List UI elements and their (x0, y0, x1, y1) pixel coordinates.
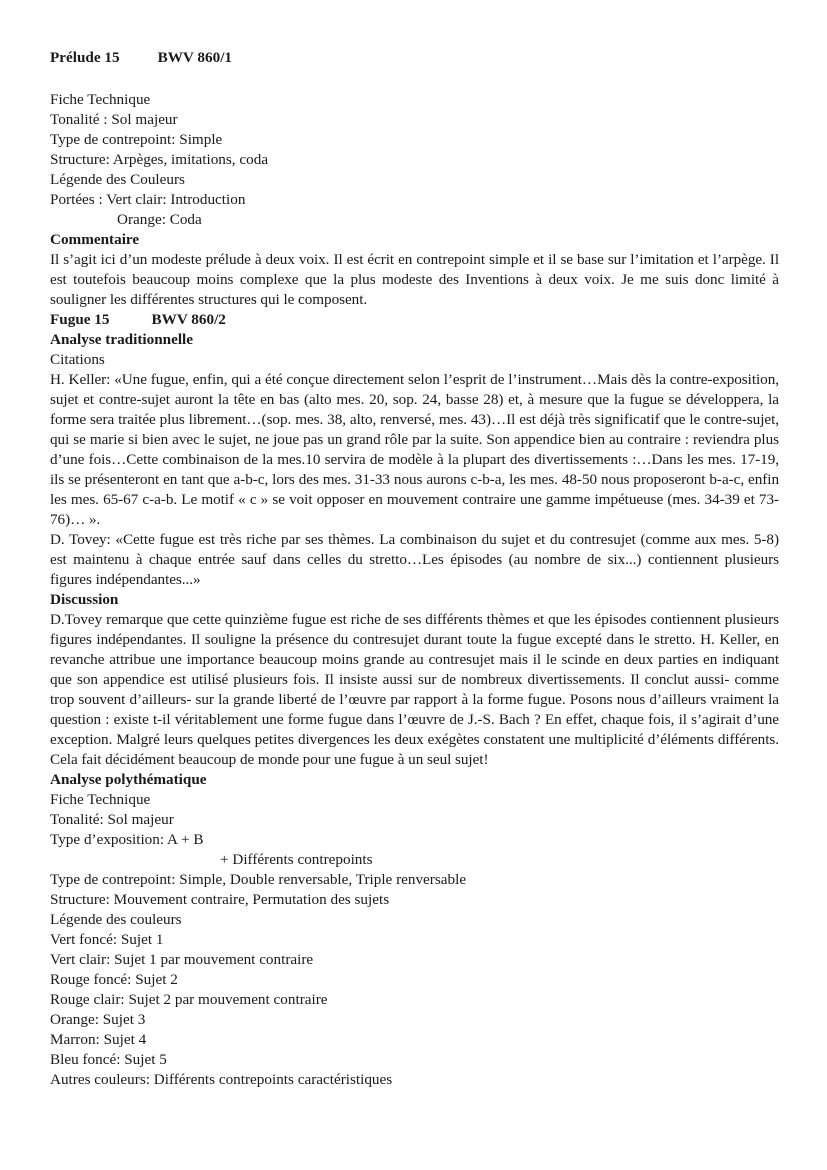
poly-fiche-line: Type de contrepoint: Simple, Double renversable, Triple renversable (50, 871, 467, 888)
poly-fiche-line: Marron: Sujet 4 (50, 1031, 147, 1048)
fugue-bwv: BWV 860/2 (151, 311, 226, 328)
poly-fiche-line: Rouge foncé: Sujet 2 (50, 971, 178, 988)
fiche-line: Tonalité : Sol majeur (50, 111, 178, 128)
prelude-heading (50, 48, 779, 68)
analyse-polythematique-heading: Analyse polythématique (50, 771, 207, 788)
document-page (50, 48, 779, 1090)
poly-fiche-line: Tonalité: Sol majeur (50, 811, 174, 828)
poly-fiche-line: Vert clair: Sujet 1 par mouvement contraire (50, 951, 314, 968)
citations-label: Citations (50, 351, 105, 368)
fugue-heading (50, 310, 779, 330)
poly-fiche-line: Vert foncé: Sujet 1 (50, 931, 164, 948)
poly-exposition-continuation: + Différents contrepoints (220, 851, 373, 868)
commentaire-heading: Commentaire (50, 231, 140, 248)
fiche-line: Portées : Vert clair: Introduction (50, 191, 246, 208)
fugue-title: Fugue 15 (50, 311, 110, 328)
poly-fiche-line: Bleu foncé: Sujet 5 (50, 1051, 167, 1068)
fiche-line-indented: Orange: Coda (117, 211, 202, 228)
poly-fiche-line: Légende des couleurs (50, 911, 182, 928)
poly-fiche-line: Fiche Technique (50, 791, 151, 808)
fiche-line: Structure: Arpèges, imitations, coda (50, 151, 269, 168)
keller-quote: H. Keller: «Une fugue, enfin, qui a été conçue directement selon l’esprit de l’instrument…Mais dès la contre-exposition, sujet et contre-sujet auront la tête en bas (alto mes. 20, sop. 24, basse 28) et, à mesure que la fugue se développera, la forme sera traitée plus librement…(sop. mes. 38, alto, renversé, mes. 43)…Il est déjà très significatif que le contre-sujet, qui se marie si bien avec le sujet, ne joue pas un grand rôle par la suite. Son appendice bien au contraire : reviendra plus d’une fois…Cette combinaison de la mes.10 servira de modèle à la plupart des divertissements :…Dans les mes. 17-19, ils se présenteront en tant que a-b-c, lors des mes. 31-33 nous aurons c-b-a, les mes. 48-50 nous proposeront b-a-c, enfin les mes. 65-67 c-a-b. Le motif « c » se voit opposer en mouvement contraire une gamme impétueuse (mes. 34-39 et 73-76)… ». (50, 371, 779, 528)
poly-fiche-line: Type d’exposition: A + B (50, 831, 204, 848)
fiche-line: Légende des Couleurs (50, 171, 185, 188)
poly-fiche-line: Orange: Sujet 3 (50, 1011, 146, 1028)
poly-fiche (50, 790, 779, 1090)
tovey-quote: D. Tovey: «Cette fugue est très riche par ses thèmes. La combinaison du sujet et du contresujet (comme aux mes. 5-8) est maintenu à chaque entrée sauf dans celles du stretto…Les épisodes (au nombre de six...) contiennent plusieurs figures indépendantes...» (50, 531, 779, 588)
prelude-bwv: BWV 860/1 (157, 49, 233, 66)
fiche-line: Type de contrepoint: Simple (50, 131, 223, 148)
poly-fiche-line: Autres couleurs: Différents contrepoints caractéristiques (50, 1071, 393, 1088)
commentaire-paragraph: Il s’agit ici d’un modeste prélude à deux voix. Il est écrit en contrepoint simple et il se base sur l’imitation et l’arpège. Il est toutefois beaucoup moins complexe que la plus modeste des Inventions à deux voix. Je me suis donc limité à souligner les différentes structures qui le composent. (50, 251, 779, 308)
analyse-traditionnelle-heading: Analyse traditionnelle (50, 331, 194, 348)
discussion-heading: Discussion (50, 591, 119, 608)
poly-fiche-line: Structure: Mouvement contraire, Permutation des sujets (50, 891, 390, 908)
prelude-fiche (50, 90, 779, 230)
poly-fiche-line: Rouge clair: Sujet 2 par mouvement contraire (50, 991, 328, 1008)
discussion-paragraph: D.Tovey remarque que cette quinzième fugue est riche de ses différents thèmes et que les épisodes contiennent plusieurs figures indépendantes. Il souligne la présence du contresujet durant toute la fugue excepté dans le stretto. H. Keller, en revanche attribue une importance beaucoup moins grande au contresujet mais il le scinde en deux parties en indiquant que son appendice est utilisé plusieurs fois. Il insiste aussi sur de nombreux divertissements. Il conclut aussi- comme trop souvent d’ailleurs- sur la grande liberté de l’œuvre par rapport à la forme fugue. Posons nous d’ailleurs vraiment la question : existe t-il véritablement une forme fugue dans l’œuvre de J.-S. Bach ? En effet, chaque fois, il s’agirait d’une exception. Malgré leurs quelques petites divergences les deux exégètes constatent une multiplicité d’éléments différents. Cela fait décidément beaucoup de monde pour une fugue à un seul sujet! (50, 611, 779, 768)
prelude-title: Prélude 15 (50, 49, 120, 66)
fiche-line: Fiche Technique (50, 91, 151, 108)
